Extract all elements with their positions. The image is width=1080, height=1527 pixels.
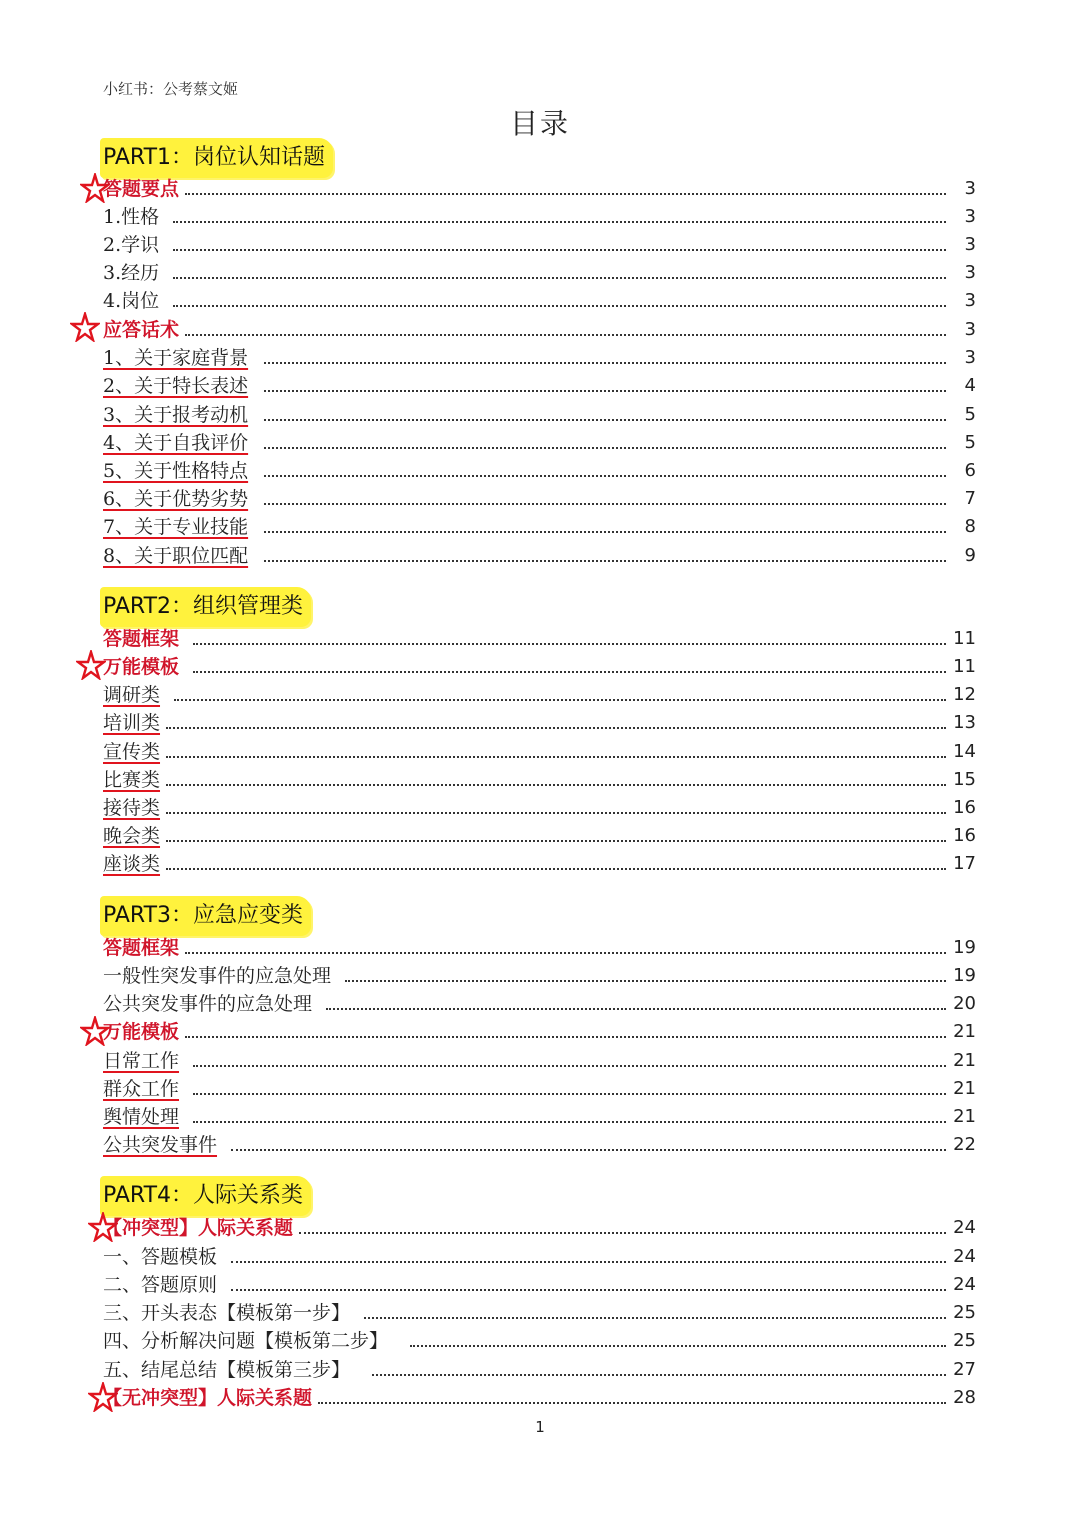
toc-entry[interactable]: [103, 287, 976, 313]
toc-entry[interactable]: [103, 1103, 976, 1129]
toc-entry-label: 3、关于报考动机: [103, 404, 249, 426]
dot-leader: [174, 699, 946, 701]
toc-entry[interactable]: [103, 513, 976, 539]
dot-leader: [166, 812, 946, 814]
toc-entry[interactable]: [103, 1356, 976, 1382]
dot-leader: [264, 419, 946, 421]
toc-entry-page: 16: [953, 797, 976, 818]
toc-entry-label: 一般性突发事件的应急处理: [103, 965, 332, 987]
toc-entry-page: 11: [953, 628, 976, 649]
toc-entry[interactable]: [103, 1271, 976, 1297]
toc-entry[interactable]: [103, 429, 976, 455]
toc-entry-label: 【冲突型】人际关系题: [103, 1217, 294, 1239]
dot-leader: [185, 193, 946, 195]
toc-entry-page: 27: [953, 1359, 976, 1380]
toc-entry[interactable]: [103, 625, 976, 651]
toc-entry-page: 14: [953, 741, 976, 762]
toc-entry-page: 21: [953, 1078, 976, 1099]
toc-entry-label: 群众工作: [103, 1078, 180, 1100]
toc-entry-page: 20: [953, 993, 976, 1014]
toc-entry-label: 公共突发事件的应急处理: [103, 993, 313, 1015]
dot-leader: [410, 1345, 946, 1347]
toc-entry-page: 4: [964, 375, 976, 396]
toc-entry-page: 11: [953, 656, 976, 677]
dot-leader: [264, 390, 946, 392]
dot-leader: [173, 277, 946, 279]
dot-leader: [193, 643, 946, 645]
toc-entry-label: 一、答题模板: [103, 1246, 218, 1268]
dot-leader: [318, 1402, 946, 1404]
page-number: 1: [535, 1418, 545, 1436]
dot-leader: [264, 362, 946, 364]
header-note: 小红书：公考蔡文姬: [103, 80, 239, 98]
part-4-heading: PART4：人际关系类: [100, 1176, 311, 1216]
toc-entry-label: 比赛类: [103, 769, 161, 791]
toc-entry-label: 2、关于特长表述: [103, 375, 249, 397]
toc-entry[interactable]: [103, 794, 976, 820]
toc-entry-page: 5: [964, 404, 976, 425]
toc-entry-label: 宣传类: [103, 741, 161, 763]
toc-entry-label: 6、关于优势劣势: [103, 488, 249, 510]
toc-entry-label: 接待类: [103, 797, 161, 819]
toc-entry[interactable]: [103, 1131, 976, 1157]
toc-entry-page: 21: [953, 1021, 976, 1042]
red-star-mark-icon: [70, 312, 100, 342]
toc-entry-label: 五、结尾总结【模板第三步】: [103, 1359, 351, 1381]
part-3-heading: PART3：应急应变类: [100, 896, 311, 936]
toc-entry-page: 3: [964, 262, 976, 283]
toc-entry-page: 19: [953, 965, 976, 986]
toc-entry-label: 舆情处理: [103, 1106, 180, 1128]
toc-entry-page: 9: [964, 545, 976, 566]
toc-entry[interactable]: [103, 344, 976, 370]
toc-entry-page: 24: [953, 1217, 976, 1238]
toc-entry[interactable]: [103, 738, 976, 764]
dot-leader: [185, 1036, 946, 1038]
dot-leader: [345, 980, 946, 982]
toc-entry-label: 3.经历: [103, 262, 160, 284]
toc-entry-label: 5、关于性格特点: [103, 460, 249, 482]
toc-entry-label: 三、开头表态【模板第一步】: [103, 1302, 351, 1324]
toc-entry-page: 3: [964, 347, 976, 368]
dot-leader: [166, 727, 946, 729]
dot-leader: [166, 784, 946, 786]
dot-leader: [166, 756, 946, 758]
toc-entry-label: 答题框架: [103, 628, 180, 650]
dot-leader: [185, 952, 946, 954]
dot-leader: [166, 840, 946, 842]
toc-entry-label: 7、关于专业技能: [103, 516, 249, 538]
toc-entry[interactable]: [103, 709, 976, 735]
toc-entry[interactable]: [103, 934, 976, 960]
toc-entry-page: 24: [953, 1246, 976, 1267]
toc-entry-label: 四、分析解决问题【模板第二步】: [103, 1330, 389, 1352]
toc-entry[interactable]: [103, 1214, 976, 1240]
dot-leader: [231, 1289, 946, 1291]
dot-leader: [166, 868, 946, 870]
toc-entry-page: 19: [953, 937, 976, 958]
toc-entry[interactable]: [103, 203, 976, 229]
dot-leader: [264, 475, 946, 477]
toc-entry-page: 8: [964, 516, 976, 537]
toc-entry-label: 1.性格: [103, 206, 160, 228]
toc-entry-page: 3: [964, 234, 976, 255]
toc-entry[interactable]: [103, 1243, 976, 1269]
toc-entry[interactable]: [103, 850, 976, 876]
toc-entry[interactable]: [103, 653, 976, 679]
dot-leader: [264, 447, 946, 449]
dot-leader: [193, 671, 946, 673]
dot-leader: [299, 1232, 946, 1234]
toc-entry-page: 3: [964, 290, 976, 311]
toc-entry-label: 座谈类: [103, 853, 161, 875]
toc-entry-page: 17: [953, 853, 976, 874]
dot-leader: [193, 1093, 946, 1095]
toc-entry-label: 晚会类: [103, 825, 161, 847]
toc-entry-page: 15: [953, 769, 976, 790]
dot-leader: [173, 305, 946, 307]
toc-entry-page: 25: [953, 1330, 976, 1351]
dot-leader: [364, 1317, 946, 1319]
toc-entry-label: 4.岗位: [103, 290, 160, 312]
dot-leader: [264, 560, 946, 562]
toc-entry[interactable]: [103, 372, 976, 398]
toc-entry-label: 1、关于家庭背景: [103, 347, 249, 369]
toc-entry-label: 日常工作: [103, 1050, 180, 1072]
toc-entry[interactable]: [103, 962, 976, 988]
toc-entry-page: 28: [953, 1387, 976, 1408]
toc-entry[interactable]: [103, 822, 976, 848]
toc-entry[interactable]: [103, 1047, 976, 1073]
toc-entry-page: 7: [964, 488, 976, 509]
toc-entry[interactable]: [103, 175, 976, 201]
toc-entry[interactable]: [103, 401, 976, 427]
dot-leader: [193, 1065, 946, 1067]
dot-leader: [185, 334, 946, 336]
toc-entry[interactable]: [103, 1327, 976, 1353]
toc-entry-label: 万能模板: [103, 656, 180, 678]
toc-entry-page: 6: [964, 460, 976, 481]
toc-entry-label: 二、答题原则: [103, 1274, 218, 1296]
toc-entry-label: 答题框架: [103, 937, 180, 959]
red-star-mark-icon: [76, 650, 106, 680]
toc-entry-page: 21: [953, 1050, 976, 1071]
dot-leader: [231, 1149, 946, 1151]
toc-entry-label: 2.学识: [103, 234, 160, 256]
toc-entry-page: 3: [964, 319, 976, 340]
toc-entry-page: 22: [953, 1134, 976, 1155]
toc-entry-label: 公共突发事件: [103, 1134, 218, 1156]
toc-entry[interactable]: [103, 231, 976, 257]
toc-entry-label: 4、关于自我评价: [103, 432, 249, 454]
toc-entry-page: 5: [964, 432, 976, 453]
toc-entry-label: 【无冲突型】人际关系题: [103, 1387, 313, 1409]
toc-entry-page: 21: [953, 1106, 976, 1127]
toc-entry-page: 12: [953, 684, 976, 705]
toc-entry-label: 答题要点: [103, 178, 180, 200]
dot-leader: [372, 1374, 946, 1376]
toc-entry-page: 3: [964, 206, 976, 227]
toc-entry[interactable]: [103, 1299, 976, 1325]
toc-entry-label: 培训类: [103, 712, 161, 734]
toc-entry-label: 调研类: [103, 684, 161, 706]
dot-leader: [173, 249, 946, 251]
toc-entry-page: 13: [953, 712, 976, 733]
toc-entry-label: 万能模板: [103, 1021, 180, 1043]
toc-entry-page: 25: [953, 1302, 976, 1323]
dot-leader: [173, 221, 946, 223]
toc-entry[interactable]: [103, 990, 976, 1016]
toc-entry[interactable]: [103, 542, 976, 568]
toc-entry[interactable]: [103, 1384, 976, 1410]
toc-entry[interactable]: [103, 1018, 976, 1044]
part-1-heading: PART1：岗位认知话题: [100, 138, 333, 178]
toc-entry-label: 应答话术: [103, 319, 180, 341]
toc-entry[interactable]: [103, 766, 976, 792]
dot-leader: [264, 531, 946, 533]
dot-leader: [326, 1008, 946, 1010]
dot-leader: [231, 1261, 946, 1263]
toc-entry[interactable]: [103, 316, 976, 342]
dot-leader: [264, 503, 946, 505]
toc-entry[interactable]: [103, 485, 976, 511]
toc-entry[interactable]: [103, 1075, 976, 1101]
toc-entry[interactable]: [103, 457, 976, 483]
document-title: 目录: [509, 107, 570, 140]
toc-entry-page: 24: [953, 1274, 976, 1295]
dot-leader: [193, 1121, 946, 1123]
toc-entry-label: 8、关于职位匹配: [103, 545, 249, 567]
toc-entry[interactable]: [103, 681, 976, 707]
toc-entry[interactable]: [103, 259, 976, 285]
part-2-heading: PART2：组织管理类: [100, 587, 311, 627]
toc-entry-page: 16: [953, 825, 976, 846]
toc-entry-page: 3: [964, 178, 976, 199]
